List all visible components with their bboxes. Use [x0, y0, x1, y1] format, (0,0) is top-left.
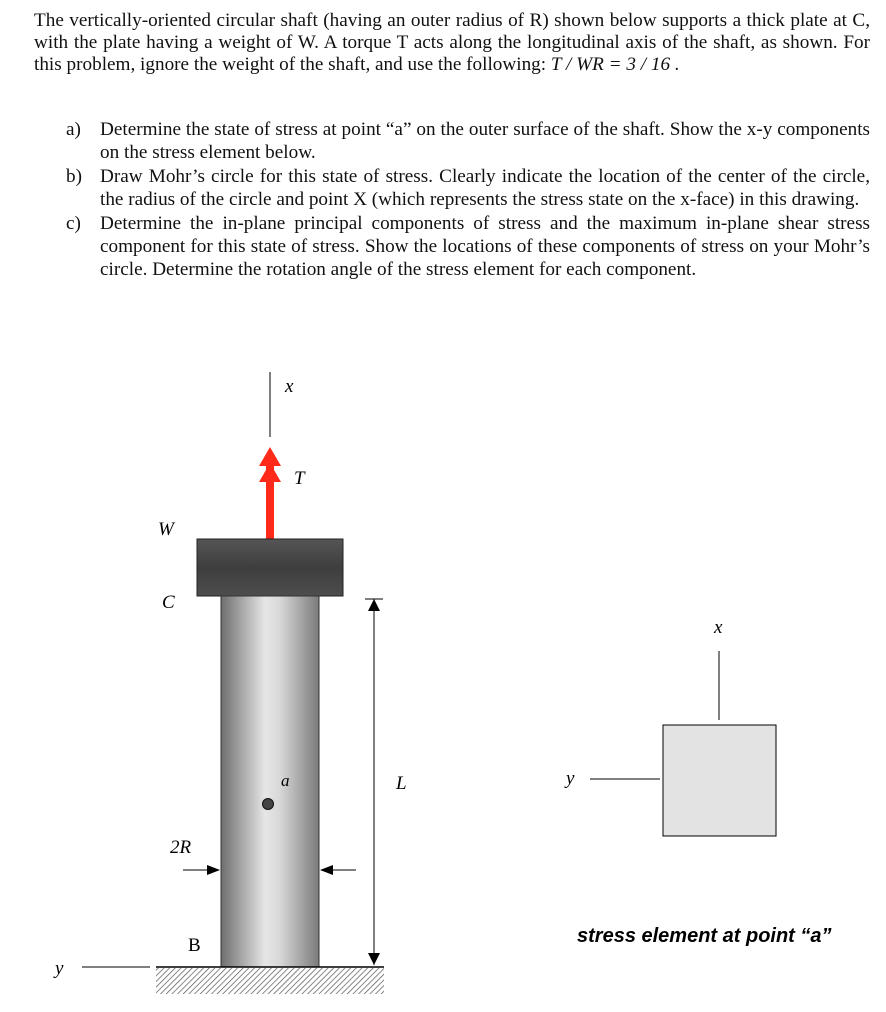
thick-plate [197, 539, 343, 596]
shaft-body [221, 596, 319, 967]
point-a-label: a [281, 771, 290, 790]
part-label: a) [66, 119, 81, 140]
statement-text: The vertically-oriented circular shaft (having an outer radius of R) shown below supports a thick plate at C, with the plate having a weight of W. A torque T acts along the longitudinal axis of the shaft, as shown. For this problem, ignore the weight of the shaft, and use the following: [34, 10, 870, 75]
part-text: Draw Mohr’s circle for this state of stress. Clearly indicate the location of the center of the circle, the radius of the circle and point X (which represents the stress state on the x-face) in this drawing. [100, 166, 870, 210]
element-caption: stress element at point “a” [577, 925, 832, 947]
x-axis-label: x [285, 376, 294, 397]
ratio-text: T / WR = 3 / 16 . [550, 54, 680, 75]
torque-arrow [259, 447, 281, 539]
element-square [663, 725, 776, 836]
ground-hatch [156, 968, 384, 994]
diameter-label: 2R [170, 837, 192, 858]
element-x-axis-label: x [714, 617, 723, 638]
torque-label: T [294, 468, 305, 489]
part-text: Determine the in-plane principal components of stress and the maximum in-plane shear stress component for this state of stress. Show the locations of these components of stress on your Mohr’s circle. Determine the rotation angle of the stress element for each component. [100, 213, 870, 280]
stress-element [564, 617, 776, 836]
length-dimension [365, 599, 383, 965]
part-label: c) [66, 213, 81, 235]
weight-label: W [158, 519, 174, 540]
part-label: b) [66, 166, 82, 188]
y-axis-label: y [55, 958, 64, 979]
plate-label: C [162, 592, 175, 613]
element-y-axis-label: y [566, 768, 575, 789]
length-label: L [396, 773, 407, 794]
point-a-dot [263, 799, 274, 810]
base-label: B [188, 935, 201, 956]
part-text: Determine the state of stress at point “a” on the outer surface of the shaft. Show the x-y components on the stress element below. [100, 119, 870, 163]
